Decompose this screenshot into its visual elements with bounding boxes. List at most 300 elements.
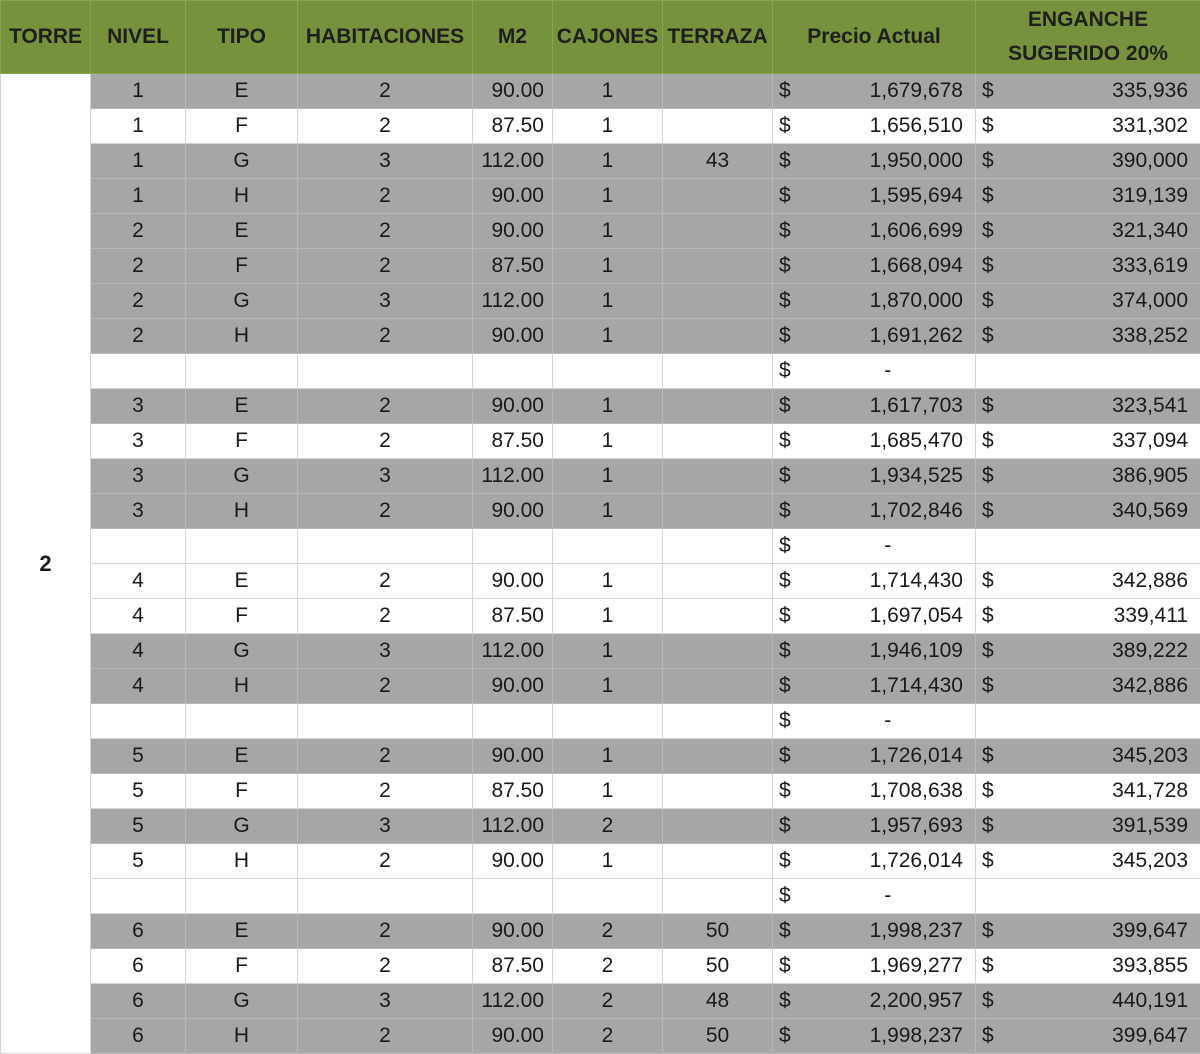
cell-habitaciones: 2 [298, 914, 473, 949]
table-row [1, 74, 1200, 109]
cell-habitaciones: 2 [298, 424, 473, 459]
cell-tipo: G [186, 634, 298, 669]
cell-habitaciones [298, 529, 473, 564]
cell-m2: 87.50 [473, 949, 553, 984]
cell-tipo [186, 704, 298, 739]
cell-tipo: G [186, 809, 298, 844]
cell-tipo [186, 879, 298, 914]
table-row [1, 739, 1200, 774]
cell-enganche-empty [976, 879, 1200, 914]
cell-terraza [663, 494, 773, 529]
cell-habitaciones: 2 [298, 179, 473, 214]
cell-tipo: E [186, 74, 298, 109]
cell-habitaciones: 2 [298, 599, 473, 634]
table-row [1, 984, 1200, 1019]
cell-precio: 1,950,000 [813, 144, 976, 179]
cell-enganche-currency: $ [976, 669, 1016, 704]
cell-tipo: H [186, 179, 298, 214]
table-row [1, 144, 1200, 179]
cell-enganche-currency: $ [976, 284, 1016, 319]
cell-precio: 2,200,957 [813, 984, 976, 1019]
cell-m2 [473, 704, 553, 739]
cell-precio-currency: $ [773, 704, 813, 739]
cell-enganche: 342,886 [1016, 669, 1200, 704]
cell-tipo: H [186, 669, 298, 704]
cell-precio: 1,691,262 [813, 319, 976, 354]
cell-precio-currency: $ [773, 599, 813, 634]
cell-precio-currency: $ [773, 984, 813, 1019]
cell-habitaciones: 2 [298, 249, 473, 284]
header-enganche-line1: ENGANCHE [976, 3, 1200, 37]
cell-m2: 90.00 [473, 564, 553, 599]
cell-cajones: 2 [553, 984, 663, 1019]
cell-enganche: 323,541 [1016, 389, 1200, 424]
cell-enganche: 337,094 [1016, 424, 1200, 459]
cell-nivel: 2 [91, 284, 186, 319]
cell-cajones: 1 [553, 389, 663, 424]
cell-tipo: G [186, 144, 298, 179]
cell-cajones: 1 [553, 739, 663, 774]
cell-cajones [553, 704, 663, 739]
cell-m2: 112.00 [473, 634, 553, 669]
cell-terraza [663, 564, 773, 599]
cell-precio-currency: $ [773, 1019, 813, 1054]
cell-enganche: 342,886 [1016, 564, 1200, 599]
cell-terraza [663, 774, 773, 809]
header-torre: TORRE [1, 1, 91, 74]
cell-m2: 90.00 [473, 214, 553, 249]
cell-precio-currency: $ [773, 424, 813, 459]
cell-precio: 1,934,525 [813, 459, 976, 494]
cell-habitaciones: 2 [298, 109, 473, 144]
cell-habitaciones: 2 [298, 319, 473, 354]
cell-cajones: 1 [553, 74, 663, 109]
cell-tipo: F [186, 774, 298, 809]
cell-tipo: G [186, 459, 298, 494]
cell-precio-currency: $ [773, 809, 813, 844]
cell-nivel: 6 [91, 1019, 186, 1054]
cell-terraza [663, 74, 773, 109]
cell-nivel: 5 [91, 739, 186, 774]
table-row [1, 424, 1200, 459]
cell-precio-currency: $ [773, 249, 813, 284]
table-row [1, 564, 1200, 599]
cell-m2: 87.50 [473, 249, 553, 284]
cell-enganche: 399,647 [1016, 914, 1200, 949]
cell-m2 [473, 529, 553, 564]
cell-habitaciones [298, 704, 473, 739]
cell-precio-currency: $ [773, 109, 813, 144]
cell-habitaciones: 2 [298, 774, 473, 809]
table-row-empty [1, 354, 1200, 389]
cell-enganche-currency: $ [976, 599, 1016, 634]
cell-habitaciones: 2 [298, 564, 473, 599]
cell-terraza [663, 599, 773, 634]
cell-habitaciones: 3 [298, 144, 473, 179]
torre-cell: 2 [1, 74, 91, 1054]
cell-precio: 1,617,703 [813, 389, 976, 424]
table-row [1, 319, 1200, 354]
cell-enganche: 386,905 [1016, 459, 1200, 494]
cell-m2: 112.00 [473, 284, 553, 319]
cell-precio-currency: $ [773, 879, 813, 914]
cell-enganche: 319,139 [1016, 179, 1200, 214]
cell-enganche-currency: $ [976, 494, 1016, 529]
cell-cajones: 2 [553, 1019, 663, 1054]
cell-precio-currency: $ [773, 669, 813, 704]
cell-m2: 87.50 [473, 774, 553, 809]
cell-habitaciones: 3 [298, 459, 473, 494]
header-enganche-line2: SUGERIDO 20% [976, 37, 1200, 71]
cell-m2: 90.00 [473, 669, 553, 704]
cell-terraza: 50 [663, 1019, 773, 1054]
cell-enganche: 321,340 [1016, 214, 1200, 249]
cell-m2: 87.50 [473, 424, 553, 459]
cell-cajones: 1 [553, 144, 663, 179]
cell-enganche: 389,222 [1016, 634, 1200, 669]
cell-enganche: 331,302 [1016, 109, 1200, 144]
cell-terraza: 50 [663, 949, 773, 984]
cell-terraza [663, 529, 773, 564]
cell-terraza [663, 669, 773, 704]
cell-m2: 90.00 [473, 914, 553, 949]
header-nivel: NIVEL [91, 1, 186, 74]
cell-cajones: 1 [553, 424, 663, 459]
cell-nivel: 4 [91, 564, 186, 599]
cell-nivel: 5 [91, 809, 186, 844]
cell-m2: 90.00 [473, 494, 553, 529]
cell-enganche-currency: $ [976, 74, 1016, 109]
cell-terraza [663, 249, 773, 284]
cell-terraza: 48 [663, 984, 773, 1019]
cell-habitaciones: 2 [298, 214, 473, 249]
cell-nivel: 3 [91, 494, 186, 529]
cell-habitaciones: 2 [298, 739, 473, 774]
table-row [1, 669, 1200, 704]
cell-enganche-currency: $ [976, 774, 1016, 809]
header-enganche [976, 1, 1200, 74]
cell-nivel: 3 [91, 389, 186, 424]
cell-precio-currency: $ [773, 949, 813, 984]
cell-precio-currency: $ [773, 774, 813, 809]
table-row [1, 459, 1200, 494]
cell-tipo: E [186, 389, 298, 424]
cell-precio: 1,668,094 [813, 249, 976, 284]
cell-m2: 90.00 [473, 389, 553, 424]
cell-tipo [186, 354, 298, 389]
cell-tipo: G [186, 284, 298, 319]
cell-cajones: 2 [553, 809, 663, 844]
cell-habitaciones: 3 [298, 809, 473, 844]
cell-habitaciones: 2 [298, 74, 473, 109]
cell-enganche-currency: $ [976, 1019, 1016, 1054]
cell-terraza: 43 [663, 144, 773, 179]
cell-precio: 1,998,237 [813, 1019, 976, 1054]
table-row [1, 249, 1200, 284]
cell-habitaciones: 3 [298, 284, 473, 319]
cell-nivel: 5 [91, 774, 186, 809]
cell-m2: 90.00 [473, 739, 553, 774]
cell-habitaciones [298, 879, 473, 914]
cell-tipo: F [186, 949, 298, 984]
cell-precio-currency: $ [773, 74, 813, 109]
cell-cajones: 1 [553, 249, 663, 284]
cell-habitaciones: 2 [298, 1019, 473, 1054]
cell-enganche: 374,000 [1016, 284, 1200, 319]
cell-cajones: 1 [553, 459, 663, 494]
cell-enganche-empty [976, 354, 1200, 389]
cell-enganche-currency: $ [976, 914, 1016, 949]
cell-enganche: 391,539 [1016, 809, 1200, 844]
table-row [1, 284, 1200, 319]
cell-enganche: 338,252 [1016, 319, 1200, 354]
table-row [1, 109, 1200, 144]
cell-nivel [91, 354, 186, 389]
cell-terraza [663, 704, 773, 739]
table-row [1, 774, 1200, 809]
cell-nivel: 6 [91, 984, 186, 1019]
cell-tipo: F [186, 599, 298, 634]
cell-precio-currency: $ [773, 914, 813, 949]
cell-cajones: 1 [553, 599, 663, 634]
cell-enganche-currency: $ [976, 844, 1016, 879]
cell-m2: 112.00 [473, 809, 553, 844]
cell-tipo: H [186, 494, 298, 529]
cell-habitaciones: 2 [298, 389, 473, 424]
cell-cajones: 1 [553, 319, 663, 354]
cell-enganche-currency: $ [976, 634, 1016, 669]
cell-terraza [663, 844, 773, 879]
cell-precio-currency: $ [773, 214, 813, 249]
table-row [1, 914, 1200, 949]
cell-enganche-currency: $ [976, 424, 1016, 459]
cell-cajones: 1 [553, 284, 663, 319]
cell-nivel [91, 704, 186, 739]
cell-precio-empty: - [813, 529, 976, 564]
cell-enganche-currency: $ [976, 319, 1016, 354]
cell-precio: 1,969,277 [813, 949, 976, 984]
cell-m2: 112.00 [473, 459, 553, 494]
cell-precio-currency: $ [773, 354, 813, 389]
table-row [1, 214, 1200, 249]
cell-enganche-currency: $ [976, 144, 1016, 179]
cell-enganche: 339,411 [1016, 599, 1200, 634]
cell-precio: 1,714,430 [813, 669, 976, 704]
cell-enganche: 341,728 [1016, 774, 1200, 809]
table-row-empty [1, 704, 1200, 739]
cell-terraza [663, 284, 773, 319]
cell-m2: 112.00 [473, 144, 553, 179]
table-row-empty [1, 879, 1200, 914]
cell-precio: 1,656,510 [813, 109, 976, 144]
cell-enganche-currency: $ [976, 109, 1016, 144]
cell-enganche-currency: $ [976, 249, 1016, 284]
cell-enganche: 335,936 [1016, 74, 1200, 109]
cell-precio: 1,998,237 [813, 914, 976, 949]
table-row [1, 494, 1200, 529]
cell-terraza [663, 634, 773, 669]
cell-m2: 90.00 [473, 319, 553, 354]
cell-precio-currency: $ [773, 389, 813, 424]
cell-nivel [91, 879, 186, 914]
cell-nivel: 6 [91, 949, 186, 984]
cell-precio-currency: $ [773, 144, 813, 179]
cell-precio-currency: $ [773, 844, 813, 879]
cell-terraza: 50 [663, 914, 773, 949]
cell-precio: 1,726,014 [813, 844, 976, 879]
cell-cajones: 1 [553, 774, 663, 809]
cell-tipo: E [186, 739, 298, 774]
cell-precio-empty: - [813, 704, 976, 739]
cell-enganche-currency: $ [976, 214, 1016, 249]
cell-terraza [663, 739, 773, 774]
table-row-empty [1, 529, 1200, 564]
cell-precio: 1,726,014 [813, 739, 976, 774]
cell-enganche-currency: $ [976, 459, 1016, 494]
cell-tipo: H [186, 1019, 298, 1054]
cell-precio-currency: $ [773, 529, 813, 564]
header-terraza: TERRAZA [663, 1, 773, 74]
cell-enganche-currency: $ [976, 179, 1016, 214]
cell-tipo: F [186, 424, 298, 459]
cell-nivel: 2 [91, 249, 186, 284]
cell-terraza [663, 424, 773, 459]
cell-terraza [663, 179, 773, 214]
cell-enganche-empty [976, 704, 1200, 739]
cell-enganche: 345,203 [1016, 739, 1200, 774]
table-row [1, 949, 1200, 984]
table-row [1, 809, 1200, 844]
cell-habitaciones [298, 354, 473, 389]
cell-precio-empty: - [813, 354, 976, 389]
cell-cajones: 1 [553, 214, 663, 249]
cell-enganche: 399,647 [1016, 1019, 1200, 1054]
cell-precio: 1,606,699 [813, 214, 976, 249]
cell-nivel: 4 [91, 669, 186, 704]
cell-enganche-currency: $ [976, 739, 1016, 774]
cell-terraza [663, 214, 773, 249]
cell-terraza [663, 879, 773, 914]
cell-nivel: 6 [91, 914, 186, 949]
cell-m2: 87.50 [473, 109, 553, 144]
table-row [1, 844, 1200, 879]
header-precio-actual: Precio Actual [773, 1, 976, 74]
table-row [1, 634, 1200, 669]
cell-enganche: 393,855 [1016, 949, 1200, 984]
cell-enganche: 440,191 [1016, 984, 1200, 1019]
header-row [1, 1, 1200, 74]
cell-cajones: 1 [553, 179, 663, 214]
cell-terraza [663, 459, 773, 494]
table-row [1, 599, 1200, 634]
cell-precio: 1,946,109 [813, 634, 976, 669]
cell-precio: 1,708,638 [813, 774, 976, 809]
cell-precio-currency: $ [773, 494, 813, 529]
cell-precio: 1,685,470 [813, 424, 976, 459]
cell-tipo: H [186, 319, 298, 354]
cell-tipo: E [186, 214, 298, 249]
cell-cajones: 1 [553, 669, 663, 704]
cell-terraza [663, 809, 773, 844]
cell-precio-currency: $ [773, 319, 813, 354]
cell-m2: 90.00 [473, 179, 553, 214]
cell-cajones [553, 354, 663, 389]
cell-enganche: 390,000 [1016, 144, 1200, 179]
cell-nivel: 3 [91, 459, 186, 494]
cell-nivel: 1 [91, 74, 186, 109]
header-habitaciones: HABITACIONES [298, 1, 473, 74]
cell-nivel: 1 [91, 144, 186, 179]
cell-precio-currency: $ [773, 564, 813, 599]
cell-habitaciones: 3 [298, 634, 473, 669]
cell-precio: 1,679,678 [813, 74, 976, 109]
cell-cajones: 1 [553, 844, 663, 879]
cell-m2 [473, 354, 553, 389]
cell-tipo: G [186, 984, 298, 1019]
cell-habitaciones: 2 [298, 949, 473, 984]
cell-nivel: 4 [91, 634, 186, 669]
cell-m2: 90.00 [473, 74, 553, 109]
table-row [1, 389, 1200, 424]
header-m2: M2 [473, 1, 553, 74]
cell-nivel: 2 [91, 214, 186, 249]
cell-nivel: 1 [91, 109, 186, 144]
cell-precio-currency: $ [773, 634, 813, 669]
cell-cajones: 1 [553, 494, 663, 529]
cell-cajones: 2 [553, 949, 663, 984]
cell-cajones: 1 [553, 634, 663, 669]
cell-precio: 1,702,846 [813, 494, 976, 529]
cell-precio: 1,697,054 [813, 599, 976, 634]
cell-cajones: 1 [553, 109, 663, 144]
cell-precio: 1,714,430 [813, 564, 976, 599]
header-cajones: CAJONES [553, 1, 663, 74]
cell-m2: 90.00 [473, 1019, 553, 1054]
cell-precio-currency: $ [773, 179, 813, 214]
cell-precio-currency: $ [773, 459, 813, 494]
cell-enganche: 345,203 [1016, 844, 1200, 879]
cell-enganche-empty [976, 529, 1200, 564]
cell-enganche-currency: $ [976, 984, 1016, 1019]
cell-precio-currency: $ [773, 739, 813, 774]
cell-nivel: 1 [91, 179, 186, 214]
cell-nivel: 3 [91, 424, 186, 459]
cell-terraza [663, 109, 773, 144]
cell-terraza [663, 319, 773, 354]
cell-tipo: E [186, 914, 298, 949]
cell-precio: 1,957,693 [813, 809, 976, 844]
cell-nivel [91, 529, 186, 564]
cell-enganche-currency: $ [976, 389, 1016, 424]
cell-nivel: 5 [91, 844, 186, 879]
cell-enganche: 340,569 [1016, 494, 1200, 529]
cell-tipo: F [186, 249, 298, 284]
cell-enganche-currency: $ [976, 809, 1016, 844]
cell-cajones [553, 529, 663, 564]
cell-habitaciones: 2 [298, 844, 473, 879]
table-row [1, 179, 1200, 214]
table-body [1, 74, 1200, 1054]
cell-habitaciones: 3 [298, 984, 473, 1019]
header-tipo: TIPO [186, 1, 298, 74]
cell-enganche: 333,619 [1016, 249, 1200, 284]
cell-cajones: 2 [553, 914, 663, 949]
cell-enganche-currency: $ [976, 564, 1016, 599]
cell-terraza [663, 354, 773, 389]
cell-tipo: H [186, 844, 298, 879]
cell-precio: 1,595,694 [813, 179, 976, 214]
cell-enganche-currency: $ [976, 949, 1016, 984]
